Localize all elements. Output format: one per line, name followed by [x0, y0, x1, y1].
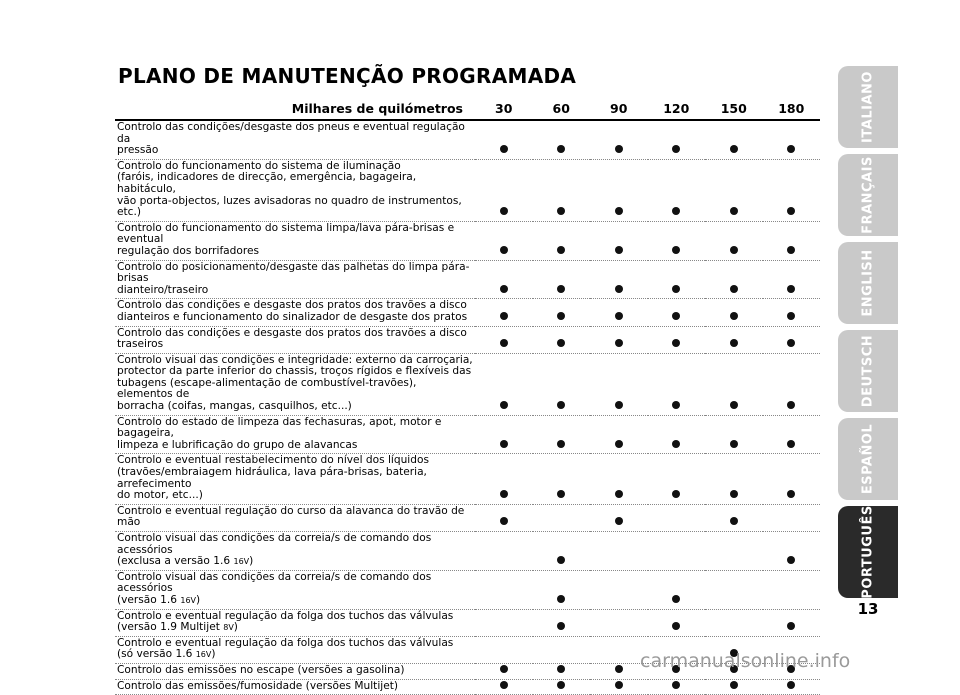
description-line: Controlo e eventual restabelecimento do nível dos líquidos — [117, 454, 429, 467]
description-line: Controlo do funcionamento do sistema limpa/lava pára-brisas e eventual — [117, 221, 455, 246]
row-description — [115, 415, 475, 454]
interval-cell — [533, 679, 591, 695]
check-dot — [615, 490, 623, 498]
interval-cell — [705, 415, 763, 454]
check-dot — [615, 207, 623, 215]
table-row — [115, 299, 820, 326]
table-row — [115, 570, 820, 609]
check-dot — [787, 339, 795, 347]
interval-cell — [533, 532, 591, 571]
check-dot — [730, 401, 738, 409]
column-header-mileage: Milhares de quilómetros — [115, 97, 475, 120]
interval-cell — [648, 609, 706, 636]
interval-cell — [763, 609, 821, 636]
check-dot — [557, 339, 565, 347]
language-tab-deutsch[interactable] — [838, 330, 898, 412]
maintenance-table-container — [115, 97, 820, 695]
language-tab-label: ESPAÑOL — [860, 423, 876, 495]
column-header-interval: 30 — [475, 97, 533, 120]
table-row — [115, 532, 820, 571]
interval-cell — [648, 120, 706, 159]
interval-cell — [533, 159, 591, 221]
interval-cell — [475, 260, 533, 299]
interval-cell — [590, 636, 648, 663]
check-dot — [615, 145, 623, 153]
check-dot — [672, 622, 680, 630]
check-dot — [615, 285, 623, 293]
row-description — [115, 504, 475, 531]
check-dot — [500, 517, 508, 525]
interval-cell — [705, 609, 763, 636]
language-tab-label: FRANÇAIS — [860, 156, 876, 234]
interval-cell — [475, 609, 533, 636]
check-dot — [672, 681, 680, 689]
interval-cell — [648, 260, 706, 299]
check-dot — [557, 285, 565, 293]
table-row — [115, 454, 820, 504]
check-dot — [672, 490, 680, 498]
column-header-interval: 120 — [648, 97, 706, 120]
check-dot — [557, 556, 565, 564]
watermark: carmanualsonline.info — [640, 650, 851, 672]
interval-cell — [763, 532, 821, 571]
interval-cell — [648, 570, 706, 609]
language-tab-label: PORTUGUÊS — [860, 505, 876, 599]
interval-cell — [763, 504, 821, 531]
interval-cell — [533, 353, 591, 415]
column-header-interval: 150 — [705, 97, 763, 120]
table-row — [115, 415, 820, 454]
check-dot — [730, 312, 738, 320]
check-dot — [557, 681, 565, 689]
check-dot — [730, 490, 738, 498]
table-row — [115, 679, 820, 695]
description-line: do motor, etc...) — [117, 489, 203, 502]
interval-cell — [475, 415, 533, 454]
interval-cell — [705, 299, 763, 326]
column-header-interval: 90 — [590, 97, 648, 120]
interval-cell — [590, 415, 648, 454]
interval-cell — [648, 299, 706, 326]
row-description — [115, 679, 475, 695]
interval-cell — [763, 353, 821, 415]
row-description — [115, 159, 475, 221]
interval-cell — [590, 120, 648, 159]
interval-cell — [763, 260, 821, 299]
check-dot — [557, 312, 565, 320]
check-dot — [787, 246, 795, 254]
check-dot — [557, 440, 565, 448]
check-dot — [615, 401, 623, 409]
interval-cell — [475, 120, 533, 159]
row-description — [115, 120, 475, 159]
interval-cell — [590, 609, 648, 636]
interval-cell — [648, 504, 706, 531]
check-dot — [730, 207, 738, 215]
check-dot — [557, 401, 565, 409]
description-line: regulação dos borrifadores — [117, 244, 260, 257]
check-dot — [730, 339, 738, 347]
check-dot — [672, 312, 680, 320]
table-header-row — [115, 97, 820, 120]
description-line: protector da parte inferior do chassis, troços rígidos e flexíveis das — [117, 365, 472, 378]
interval-cell — [590, 353, 648, 415]
check-dot — [672, 246, 680, 254]
interval-cell — [590, 326, 648, 353]
check-dot — [787, 490, 795, 498]
check-dot — [672, 440, 680, 448]
interval-cell — [475, 636, 533, 663]
column-header-interval: 180 — [763, 97, 821, 120]
description-line: Controlo das condições/desgaste dos pneus e eventual regulação da — [117, 121, 465, 145]
description-line: Controlo visual das condições da correia/s de comando dos acessórios — [117, 570, 432, 595]
check-dot — [500, 339, 508, 347]
description-line: Controlo e eventual regulação do curso da alavanca do travão de mão — [117, 504, 465, 529]
interval-cell — [763, 326, 821, 353]
interval-cell — [533, 415, 591, 454]
check-dot — [500, 312, 508, 320]
check-dot — [615, 681, 623, 689]
check-dot — [557, 595, 565, 603]
interval-cell — [533, 120, 591, 159]
language-tab-italiano[interactable] — [838, 66, 898, 148]
maintenance-table — [115, 97, 820, 695]
interval-cell — [763, 570, 821, 609]
interval-cell — [533, 454, 591, 504]
interval-cell — [705, 221, 763, 260]
interval-cell — [475, 221, 533, 260]
row-description — [115, 609, 475, 636]
interval-cell — [475, 326, 533, 353]
language-tab-français[interactable] — [838, 154, 898, 236]
description-line: (travões/embraiagem hidráulica, lava pára-brisas, bateria, arrefecimento — [117, 466, 427, 490]
description-line: (versão 1.9 Multijet 8V) — [117, 621, 238, 634]
row-description — [115, 532, 475, 571]
check-dot — [787, 312, 795, 320]
check-dot — [730, 517, 738, 525]
row-description — [115, 636, 475, 663]
interval-cell — [648, 415, 706, 454]
interval-cell — [533, 663, 591, 679]
table-row — [115, 353, 820, 415]
description-line: Controlo visual das condições e integridade: externo da carroçaria, — [117, 353, 473, 366]
interval-cell — [763, 679, 821, 695]
row-description — [115, 663, 475, 679]
language-tab-label: ENGLISH — [860, 249, 876, 317]
interval-cell — [590, 159, 648, 221]
check-dot — [787, 285, 795, 293]
interval-cell — [705, 353, 763, 415]
check-dot — [557, 622, 565, 630]
interval-cell — [475, 679, 533, 695]
description-line: (versão 1.6 16V) — [117, 593, 201, 606]
page-number: 13 — [857, 600, 879, 618]
table-row — [115, 326, 820, 353]
language-tab-português[interactable] — [838, 506, 898, 598]
interval-cell — [475, 454, 533, 504]
check-dot — [787, 207, 795, 215]
interval-cell — [763, 454, 821, 504]
check-dot — [500, 207, 508, 215]
description-line: (exclusa a versão 1.6 16V) — [117, 555, 254, 568]
language-tab-español[interactable] — [838, 418, 898, 500]
description-line: tubagens (escape-alimentação de combustível-travões), elementos de — [117, 376, 417, 401]
interval-cell — [590, 663, 648, 679]
check-dot — [557, 207, 565, 215]
description-line: Controlo das condições e desgaste dos pratos dos travões a disco — [117, 299, 467, 312]
interval-cell — [648, 221, 706, 260]
interval-cell — [475, 663, 533, 679]
description-line: Controlo das emissões/fumosidade (versões Multijet) — [117, 679, 399, 692]
check-dot — [730, 145, 738, 153]
check-dot — [557, 665, 565, 673]
check-dot — [672, 401, 680, 409]
interval-cell — [533, 504, 591, 531]
check-dot — [557, 145, 565, 153]
interval-cell — [590, 454, 648, 504]
interval-cell — [475, 159, 533, 221]
interval-cell — [648, 679, 706, 695]
interval-cell — [705, 532, 763, 571]
description-line: Controlo do posicionamento/desgaste das palhetas do limpa pára-brisas — [117, 260, 470, 285]
description-line: dianteiros e funcionamento do sinalizador de desgaste dos pratos — [117, 310, 468, 323]
check-dot — [500, 401, 508, 409]
interval-cell — [763, 415, 821, 454]
interval-cell — [475, 299, 533, 326]
check-dot — [557, 246, 565, 254]
check-dot — [787, 145, 795, 153]
interval-cell — [533, 299, 591, 326]
interval-cell — [763, 221, 821, 260]
interval-cell — [705, 159, 763, 221]
interval-cell — [705, 679, 763, 695]
language-tab-english[interactable] — [838, 242, 898, 324]
description-line: pressão — [117, 144, 159, 157]
interval-cell — [590, 504, 648, 531]
interval-cell — [648, 353, 706, 415]
check-dot — [500, 246, 508, 254]
check-dot — [730, 285, 738, 293]
description-line: Controlo das emissões no escape (versões a gasolina) — [117, 663, 405, 676]
interval-cell — [763, 120, 821, 159]
check-dot — [730, 681, 738, 689]
interval-cell — [648, 326, 706, 353]
interval-cell — [475, 570, 533, 609]
row-description — [115, 326, 475, 353]
description-line: Controlo do funcionamento do sistema de iluminação — [117, 159, 401, 172]
description-line: limpeza e lubrificação do grupo de alavancas — [117, 438, 358, 451]
interval-cell — [763, 299, 821, 326]
description-line: Controlo visual das condições da correia/s de comando dos acessórios — [117, 532, 432, 556]
check-dot — [672, 339, 680, 347]
interval-cell — [475, 532, 533, 571]
check-dot — [500, 285, 508, 293]
check-dot — [787, 440, 795, 448]
interval-cell — [533, 326, 591, 353]
check-dot — [615, 339, 623, 347]
interval-cell — [648, 159, 706, 221]
table-row — [115, 221, 820, 260]
interval-cell — [705, 326, 763, 353]
row-description — [115, 570, 475, 609]
description-line: Controlo e eventual regulação da folga dos tuchos das válvulas — [117, 609, 454, 622]
interval-cell — [533, 609, 591, 636]
interval-cell — [590, 221, 648, 260]
description-line: dianteiro/traseiro — [117, 283, 209, 296]
row-description — [115, 221, 475, 260]
check-dot — [615, 517, 623, 525]
description-line: Controlo e eventual regulação da folga dos tuchos das válvulas — [117, 636, 454, 649]
row-description — [115, 353, 475, 415]
interval-cell — [533, 260, 591, 299]
check-dot — [672, 595, 680, 603]
description-line: borracha (coifas, mangas, casquilhos, etc...) — [117, 400, 352, 413]
table-body — [115, 120, 820, 695]
check-dot — [672, 145, 680, 153]
interval-cell — [705, 454, 763, 504]
page-title: PLANO DE MANUTENÇÃO PROGRAMADA — [118, 64, 577, 88]
description-line: Controlo do estado de limpeza das fechasuras, apot, motor e bagageira, — [117, 415, 442, 440]
check-dot — [500, 681, 508, 689]
interval-cell — [705, 504, 763, 531]
check-dot — [615, 665, 623, 673]
language-tab-label: DEUTSCH — [860, 334, 876, 408]
interval-cell — [590, 570, 648, 609]
language-tab-label: ITALIANO — [860, 71, 876, 143]
check-dot — [787, 622, 795, 630]
interval-cell — [763, 159, 821, 221]
check-dot — [787, 681, 795, 689]
interval-cell — [590, 260, 648, 299]
interval-cell — [705, 260, 763, 299]
description-line: Controlo das condições e desgaste dos pratos dos travões a disco traseiros — [117, 326, 467, 351]
check-dot — [615, 440, 623, 448]
check-dot — [500, 665, 508, 673]
interval-cell — [475, 353, 533, 415]
check-dot — [557, 490, 565, 498]
row-description — [115, 260, 475, 299]
check-dot — [730, 246, 738, 254]
table-row — [115, 260, 820, 299]
interval-cell — [533, 221, 591, 260]
table-row — [115, 504, 820, 531]
check-dot — [787, 556, 795, 564]
description-line: (faróis, indicadores de direcção, emergência, bagageira, habitáculo, — [117, 171, 417, 195]
interval-cell — [705, 120, 763, 159]
interval-cell — [533, 570, 591, 609]
interval-cell — [533, 636, 591, 663]
row-description — [115, 299, 475, 326]
check-dot — [615, 246, 623, 254]
check-dot — [500, 490, 508, 498]
column-header-interval: 60 — [533, 97, 591, 120]
check-dot — [730, 440, 738, 448]
check-dot — [500, 145, 508, 153]
check-dot — [500, 440, 508, 448]
row-description — [115, 454, 475, 504]
table-row — [115, 159, 820, 221]
interval-cell — [705, 570, 763, 609]
check-dot — [615, 312, 623, 320]
description-line: (só versão 1.6 16V) — [117, 648, 216, 661]
interval-cell — [475, 504, 533, 531]
interval-cell — [590, 299, 648, 326]
check-dot — [672, 285, 680, 293]
table-row — [115, 120, 820, 159]
check-dot — [787, 401, 795, 409]
check-dot — [672, 207, 680, 215]
interval-cell — [648, 454, 706, 504]
interval-cell — [648, 532, 706, 571]
interval-cell — [590, 532, 648, 571]
table-row — [115, 609, 820, 636]
interval-cell — [590, 679, 648, 695]
description-line: vão porta-objectos, luzes avisadoras no quadro de instrumentos, etc.) — [117, 194, 462, 219]
